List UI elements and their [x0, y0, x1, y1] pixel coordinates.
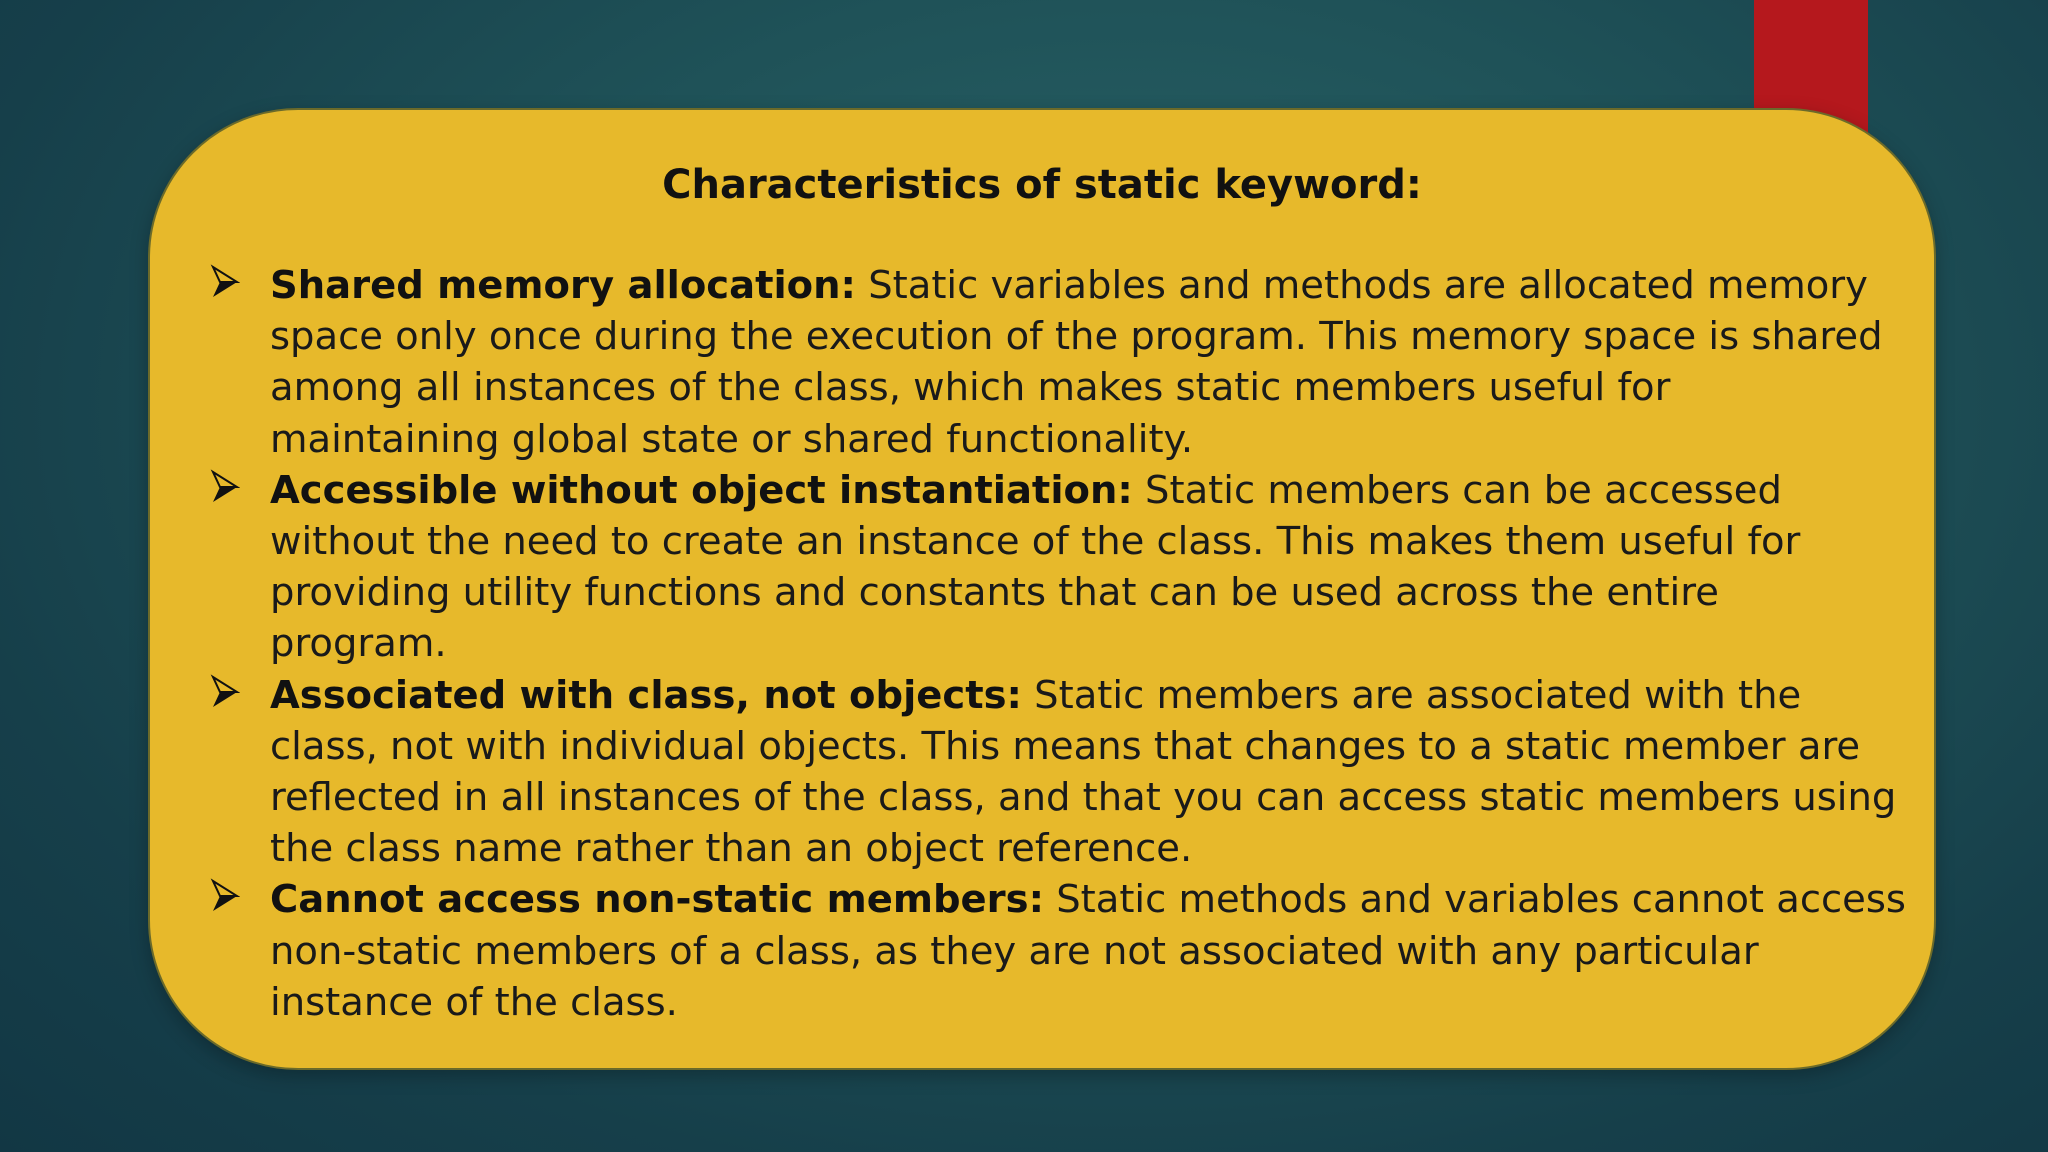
bullet-text: Static methods and variables cannot access non-static members of a class, as they are not associated with any particular instance of the class. — [270, 877, 1906, 1025]
bullet-item — [206, 670, 1906, 875]
bullet-text: Static members can be accessed without the need to create an instance of the class. This makes them useful for providing utility functions and constants that can be used across the entire program. — [270, 467, 1801, 667]
arrowhead-bullet-icon — [210, 469, 240, 505]
arrowhead-bullet-icon — [210, 878, 240, 914]
arrowhead-bullet-icon — [210, 674, 240, 710]
bullet-term: Shared memory allocation: — [270, 263, 856, 308]
bullet-item — [206, 874, 1906, 1028]
slide-title: Characteristics of static keyword: — [662, 162, 1422, 208]
arrowhead-bullet-icon — [210, 264, 240, 300]
bullet-term: Associated with class, not objects: — [270, 672, 1022, 718]
bullet-term: Accessible without object instantiation: — [270, 467, 1133, 513]
bullet-term: Cannot access non-static members: — [270, 877, 1044, 923]
bullet-text: Static variables and methods are allocated memory space only once during the execution of the program. This memory space is shared among all instances of the class, which makes static members useful for maintaining global state or shared functionality. — [270, 263, 1883, 462]
bullet-item — [206, 465, 1906, 670]
bullet-item — [206, 260, 1906, 465]
bullet-list — [206, 260, 1906, 1028]
bullet-text: Static members are associated with the class, not with individual objects. This means that changes to a static member are reflected in all instances of the class, and that you can access static members using the class name rather than an object reference. — [270, 672, 1897, 872]
content-card — [148, 108, 1936, 1070]
